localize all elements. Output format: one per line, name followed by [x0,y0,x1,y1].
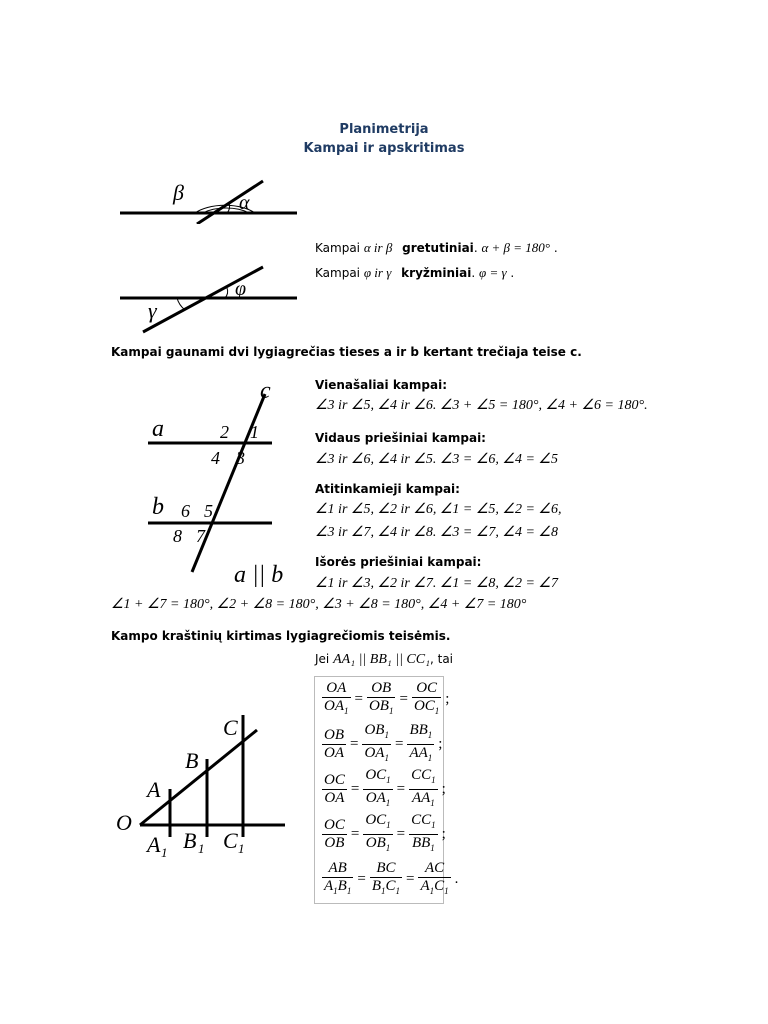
parallel-label: a || b [234,562,284,587]
point-A1-label: A [147,832,161,857]
page-subtitle: Kampai ir apskritimas [303,141,465,156]
condition-suffix: , tai [429,652,454,666]
section-heading-intersecting-parallels: Kampo kraštinių kirtimas lygiagrečiomis teisėmis. [111,629,451,643]
angle-8-label: 8 [173,526,182,546]
group-line-corresponding-1: ∠1 ir ∠5, ∠2 ir ∠6, ∠1 = ∠5, ∠2 = ∠6, [315,502,562,517]
statement-angles: α ir β [363,240,393,255]
proportion-row: $\frac{OC}{OA}$ = $\frac{OC_1}{OA_1}$ = $\frac{CC_1}{AA_1}$ ; [324,767,446,808]
page-title: Planimetrija [339,122,429,137]
group-line-one-side: ∠3 ir ∠5, ∠4 ir ∠6. ∠3 + ∠5 = 180°, ∠4 + ∠6 = 180°. [315,398,648,413]
section-heading-parallel-lines: Kampai gaunami dvi lygiagrečias tieses a ir b kertant trečiaja teise c. [111,345,582,359]
point-O-label: O [116,810,132,835]
vertical-statement: Kampai φ ir γ kryžminiai. φ = γ . [315,265,515,280]
proportion-row: $\frac{AB}{A_1B_1}$ = $\frac{BC}{B_1C_1}$ = $\frac{AC}{A_1C_1}$ . [324,859,459,896]
group-line-outer-alternate: ∠1 ir ∠3, ∠2 ir ∠7. ∠1 = ∠8, ∠2 = ∠7 [315,576,558,591]
angle-4-label: 4 [211,448,220,468]
point-A-label: A [147,777,161,802]
line-c-label: c [260,378,271,404]
group-title-inner-alternate: Vidaus priešiniai kampai: [315,431,486,445]
statement-angles: φ ir γ [363,265,392,280]
group-line-corresponding-2: ∠3 ir ∠7, ∠4 ir ∠8. ∠3 = ∠7, ∠4 = ∠8 [315,525,558,540]
statement-term: kryžminiai [401,266,472,280]
point-A1-sub: 1 [161,845,168,860]
line-b-label: b [152,494,164,520]
line-a-label: a [152,416,164,442]
proportion-row: $\frac{OB}{OA}$ = $\frac{OB_1}{OA_1}$ = $\frac{BB_1}{AA_1}$ ; [324,722,443,763]
adjacent-angles-figure [115,172,305,224]
adjacent-statement: Kampai α ir β gretutiniai. α + β = 180° . [315,240,558,255]
beta-label: β [173,180,184,205]
angle-3-label: 3 [236,448,245,468]
condition-math: AA₁ || BB₁ || CC₁ [333,652,430,667]
group-title-outer-alternate: Išorės priešiniai kampai: [315,555,482,569]
point-C1-label: C [223,828,238,853]
proportion-row: $\frac{OC}{OB}$ = $\frac{OC_1}{OB_1}$ = $\frac{CC_1}{BB_1}$ ; [324,812,446,853]
phi-label: φ [235,278,247,300]
point-B1-label: B [183,828,197,853]
statement-term: gretutiniai [402,241,474,255]
point-B1-sub: 1 [198,841,205,856]
proportion-row: $\frac{OA}{OA_1}$ = $\frac{OB}{OB_1}$ = $\frac{OC}{OC_1}$ ; [324,679,450,716]
condition-prefix: Jei [315,652,330,666]
point-C-label: C [223,715,238,740]
angle-1-label: 1 [250,422,259,442]
alpha-label: α [239,192,250,214]
angle-6-label: 6 [181,501,190,521]
statement-formula: α + β = 180° [481,240,550,255]
statement-prefix: Kampai [315,241,361,255]
angle-parallels-figure [110,705,305,865]
group-title-corresponding: Atitinkamieji kampai: [315,482,460,496]
transversal-figure [140,372,310,587]
proportions-box [314,676,459,904]
statement-prefix: Kampai [315,266,361,280]
angle-sums-line: ∠1 + ∠7 = 180°, ∠2 + ∠8 = 180°, ∠3 + ∠8 = 180°, ∠4 + ∠7 = 180° [111,597,527,612]
gamma-label: γ [148,298,157,323]
statement-formula: φ = γ [479,265,507,280]
point-C1-sub: 1 [238,841,245,856]
angle-7-label: 7 [196,526,205,546]
condition-statement [315,652,453,668]
point-B-label: B [185,748,199,773]
group-title-one-side: Vienašaliai kampai: [315,378,448,392]
vertical-angles-figure [115,262,305,334]
group-line-inner-alternate: ∠3 ir ∠6, ∠4 ir ∠5. ∠3 = ∠6, ∠4 = ∠5 [315,452,558,467]
angle-5-label: 5 [204,501,213,521]
angle-2-label: 2 [220,422,229,442]
